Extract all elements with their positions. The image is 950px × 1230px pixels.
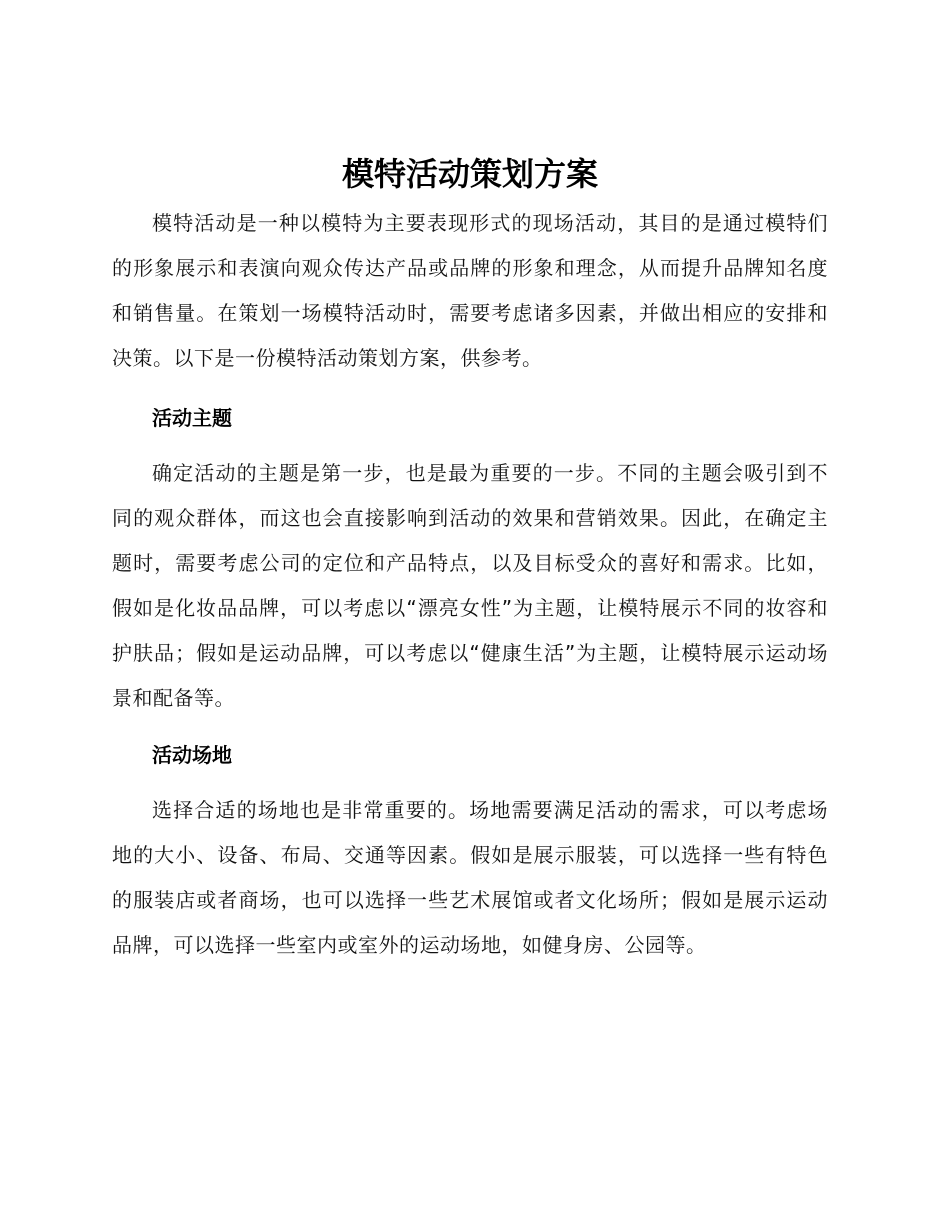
intro-paragraph: 模特活动是一种以模特为主要表现形式的现场活动，其目的是通过模特们的形象展示和表演向观众传达产品或品牌的形象和理念，从而提升品牌知名度和销售量。在策划一场模特活动时，需要考虑诸多因素，并做出相应的安排和决策。以下是一份模特活动策划方案，供参考。 [112, 211, 828, 370]
section-heading-theme: 活动主题 [152, 406, 232, 430]
section-heading-venue: 活动场地 [152, 743, 232, 767]
document-body [112, 150, 828, 968]
document-title: 模特活动策划方案 [341, 155, 598, 193]
section-paragraph-theme: 确定活动的主题是第一步，也是最为重要的一步。不同的主题会吸引到不同的观众群体，而这也会直接影响到活动的效果和营销效果。因此，在确定主题时，需要考虑公司的定位和产品特点，以及目标受众的喜好和需求。比如，假如是化妆品品牌，可以考虑以“漂亮女性”为主题，让模特展示不同的妆容和护肤品；假如是运动品牌，可以考虑以“健康生活”为主题，让模特展示运动场景和配备等。 [112, 461, 828, 710]
section-paragraph-venue: 选择合适的场地也是非常重要的。场地需要满足活动的需求，可以考虑场地的大小、设备、布局、交通等因素。假如是展示服装，可以选择一些有特色的服装店或者商场，也可以选择一些艺术展馆或者文化场所；假如是展示运动品牌，可以选择一些室内或室外的运动场地，如健身房、公园等。 [112, 798, 828, 957]
